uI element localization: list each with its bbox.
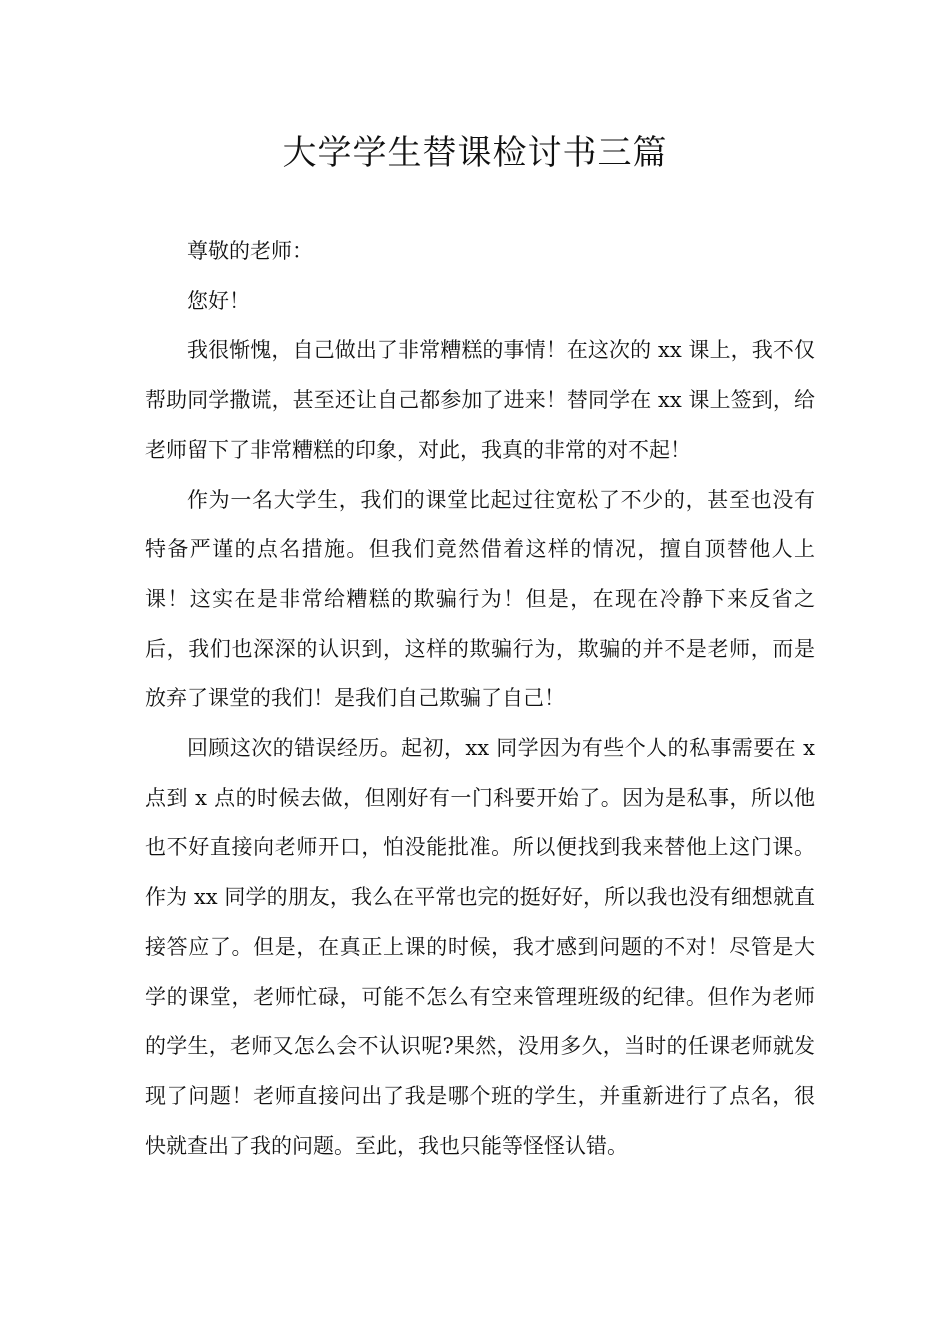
salutation: 尊敬的老师：	[187, 239, 313, 263]
document-body	[145, 227, 815, 1171]
greeting: 您好！	[187, 288, 250, 313]
document-title: 大学学生替课检讨书三篇	[282, 133, 668, 173]
body-paragraph: 我很惭愧，自己做出了非常糟糕的事情！在这次的 xx 课上，我不仅帮助同学撒谎，甚至还让自己都参加了进来！替同学在 xx 课上签到，给老师留下了非常糟糕的印象，对此，我真的非常的对不起！	[145, 338, 815, 462]
body-paragraph: 回顾这次的错误经历。起初，xx 同学因为有些个人的私事需要在 x 点到 x 点的时候去做，但刚好有一门科要开始了。因为是私事，所以他也不好直接向老师开口，怕没能批准。所以便找到我来替他上这门课。作为 xx 同学的朋友，我么在平常也完的挺好好，所以我也没有细想就直接答应了。但是，在真正上课的时候，我才感到问题的不对！尽管是大学的课堂，老师忙碌，可能不怎么有空来管理班级的纪律。但作为老师的学生，老师又怎么会不认识呢?果然，没用多久，当时的任课老师就发现了问题！老师直接问出了我是哪个班的学生，并重新进行了点名，很快就查出了我的问题。至此，我也只能等怪怪认错。	[145, 736, 815, 1158]
body-paragraph: 作为一名大学生，我们的课堂比起过往宽松了不少的，甚至也没有特备严谨的点名措施。但我们竟然借着这样的情况，擅自顶替他人上课！这实在是非常给糟糕的欺骗行为！但是，在现在冷静下来反省之后，我们也深深的认识到，这样的欺骗行为，欺骗的并不是老师，而是放弃了课堂的我们！是我们自己欺骗了自己！	[145, 487, 815, 711]
